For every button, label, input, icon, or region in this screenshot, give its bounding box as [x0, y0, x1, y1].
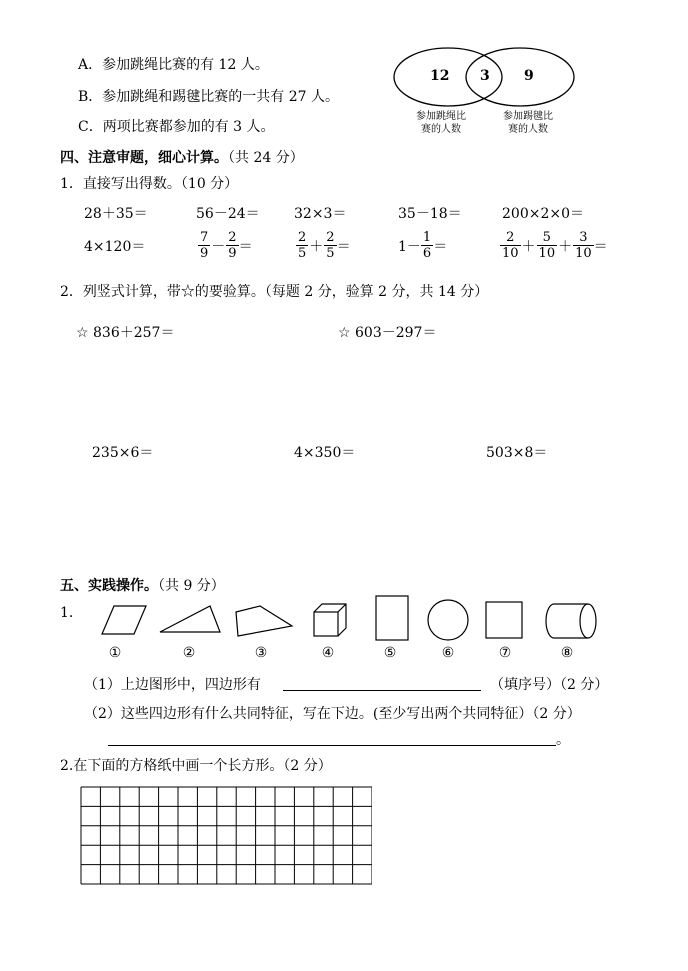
sub2-answer-line[interactable]: [108, 745, 556, 746]
fraction-expression-c: [398, 230, 447, 261]
section5-score: （共 9 分）: [158, 578, 225, 594]
grid-paper[interactable]: [80, 786, 372, 886]
shape-label: ③: [254, 645, 268, 661]
equals: ＝: [336, 238, 351, 255]
venn-left-label-line1: 参加跳绳比: [416, 111, 466, 122]
sub2-question: （2）这些四边形有什么共同特征，写在下边。(至少写出两个共同特征）（2 分）: [84, 706, 581, 722]
section5-title: 五、实践操作。: [60, 578, 158, 594]
sub1-answer-line[interactable]: [283, 690, 481, 691]
venn-left-value: 12: [430, 68, 450, 84]
sub1-question: （1）上边图形中，四边形有: [84, 677, 261, 693]
section4-heading: [60, 147, 304, 167]
quadrilateral-shape: [236, 606, 292, 636]
fraction-expression-d: [500, 230, 608, 261]
q2-title: 2．列竖式计算，带☆的要验算。（每题 2 分，验算 2 分，共 14 分）: [60, 284, 489, 300]
fraction: $\frac{2}{5}$: [298, 230, 307, 261]
vertical-calc-item: 235×6＝: [92, 445, 154, 461]
equals: ＝: [593, 238, 608, 255]
equals: ＝: [238, 238, 253, 255]
square-shape: [486, 602, 522, 638]
option-c: C．两项比赛都参加的有 3 人。: [78, 119, 275, 135]
cube-shape: [314, 604, 346, 636]
fraction: $\frac{2}{5}$: [326, 230, 335, 261]
section5-q2-title: 2.在下面的方格纸中画一个长方形。（2 分）: [60, 758, 332, 774]
shape-label: ⑥: [441, 645, 455, 661]
calc-item: 32×3＝: [294, 206, 347, 222]
venn-right-label-line1: 参加踢毽比: [503, 111, 553, 122]
fraction-expression-b: [296, 230, 351, 261]
option-a: A．参加跳绳比赛的有 12 人。: [78, 57, 269, 73]
section4-title: 四、注意审题，细心计算。: [60, 150, 228, 166]
shapes-row: [96, 594, 602, 646]
vertical-calc-item: ☆ 836＋257＝: [76, 325, 175, 341]
shape-label: ①: [108, 645, 122, 661]
venn-right-label-line2: 赛的人数: [508, 124, 548, 135]
shape-label: ⑤: [383, 645, 397, 661]
vertical-calc-item: 503×8＝: [486, 445, 548, 461]
operator: ＋: [309, 238, 324, 255]
calc-item: 56－24＝: [196, 206, 260, 222]
equals: ＝: [433, 238, 448, 255]
calc-item: 28＋35＝: [84, 206, 148, 222]
section4-score: （共 24 分）: [228, 150, 304, 166]
fraction: $\frac{2}{9}$: [228, 230, 237, 261]
fraction-expression-a: [198, 230, 253, 261]
venn-right-value: 9: [524, 68, 534, 84]
fraction: $\frac{5}{10}$: [538, 230, 556, 261]
operator: ＋: [558, 238, 573, 255]
section5-heading: [60, 575, 225, 595]
fraction: $\frac{2}{10}$: [502, 230, 519, 261]
shape-label: ⑧: [560, 645, 574, 661]
fraction: $\frac{1}{6}$: [422, 230, 432, 261]
shape-label: ②: [182, 645, 196, 661]
circle-shape: [428, 600, 468, 640]
shape-label: ⑦: [498, 645, 512, 661]
calc-item: 35－18＝: [398, 206, 462, 222]
venn-left-label: [416, 110, 466, 136]
section5-q1-number: 1．: [60, 605, 83, 621]
venn-middle-value: 3: [480, 68, 490, 84]
venn-left-label-line2: 赛的人数: [421, 124, 461, 135]
triangle-shape: [160, 606, 220, 632]
sub2-end-mark: 。: [556, 732, 570, 748]
vertical-calc-item: ☆ 603－297＝: [338, 325, 437, 341]
option-b: B．参加跳绳和踢毽比赛的一共有 27 人。: [78, 89, 340, 105]
fraction: $\frac{3}{10}$: [575, 230, 592, 261]
shape-label: ④: [321, 645, 335, 661]
calc-item: 4×120＝: [84, 239, 146, 255]
fraction: $\frac{7}{9}$: [200, 230, 209, 261]
whole-number: 1－: [398, 238, 421, 255]
operator: －: [211, 238, 226, 255]
rectangle-shape: [376, 596, 408, 640]
vertical-calc-item: 4×350＝: [294, 445, 356, 461]
cylinder-shape: [546, 604, 596, 638]
sub1-hint: （填序号）（2 分）: [490, 677, 609, 693]
calc-item: 200×2×0＝: [502, 206, 584, 222]
venn-right-label: [503, 110, 553, 136]
parallelogram-shape: [102, 606, 146, 634]
operator: ＋: [521, 238, 536, 255]
q1-title: 1．直接写出得数。（10 分）: [60, 176, 239, 192]
